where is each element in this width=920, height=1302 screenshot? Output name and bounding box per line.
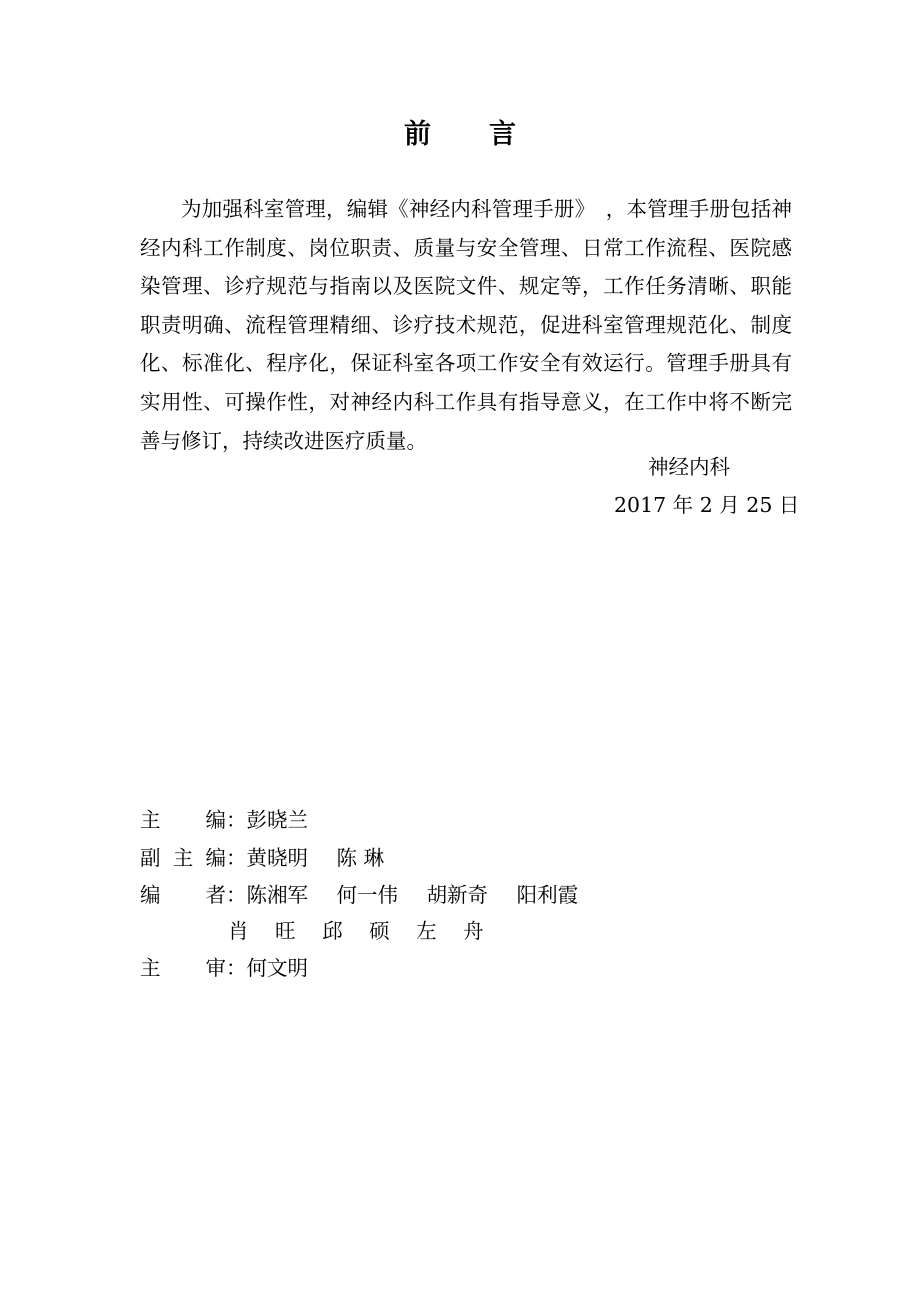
- editors-row-2: [228, 916, 504, 946]
- reviewer-row: [140, 953, 328, 983]
- editors-names-row-2: [228, 916, 504, 946]
- title-char-2: 言: [489, 119, 516, 150]
- editor-name: 肖: [228, 919, 249, 943]
- chief-editor-row: [140, 805, 328, 835]
- editors-row: [140, 880, 600, 910]
- colon: ：: [226, 883, 247, 907]
- deputy-editor-name: 陈 琳: [336, 846, 385, 870]
- colon: ：: [226, 846, 247, 870]
- chief-editor-names: [247, 805, 329, 835]
- editor-name: 陈湘军: [246, 883, 308, 907]
- deputy-editor-label: 副主编: [140, 846, 226, 870]
- editor-name: 阳利霞: [516, 883, 579, 907]
- title-char-1: 前: [404, 119, 431, 150]
- editor-name: 舟: [463, 919, 484, 943]
- reviewer-label: 主审: [140, 956, 226, 980]
- editor-name: 左: [416, 919, 437, 943]
- editor-name: 胡新奇: [426, 883, 489, 907]
- editor-name: 旺: [275, 919, 296, 943]
- chief-editor-name: 彭晓兰: [246, 808, 308, 832]
- chief-editor-label: 主编: [140, 808, 226, 832]
- editor-name: 硕: [369, 919, 390, 943]
- colon: ：: [226, 808, 247, 832]
- editors-label: 编者: [140, 883, 226, 907]
- deputy-editor-names: [247, 843, 407, 873]
- reviewer-names: [247, 953, 329, 983]
- reviewer-name: 何文明: [246, 956, 308, 980]
- deputy-editor-name: 黄晓明: [246, 846, 308, 870]
- signature-date: 2017 年 2 月 25 日: [614, 493, 800, 517]
- page-title: [0, 112, 920, 151]
- editor-name: 何一伟: [336, 883, 399, 907]
- editor-name: 邱: [322, 919, 343, 943]
- colon: ：: [226, 956, 247, 980]
- preface-body: 为加强科室管理，编辑《神经内科管理手册》 ，本管理手册包括神经内科工作制度、岗位职责、质量与安全管理、日常工作流程、医院感染管理、诊疗规范与指南以及医院文件、规定等，工作任务清晰、职能职责明确、流程管理精细、诊疗技术规范，促进科室管理规范化、制度化、标准化、程序化，保证科室各项工作安全有效运行。管理手册具有实用性、可操作性，对神经内科工作具有指导意义，在工作中将不断完善与修订，持续改进医疗质量。: [140, 197, 792, 453]
- signature-department: 神经内科: [648, 455, 730, 479]
- editors-names-row-1: [247, 880, 601, 910]
- deputy-editor-row: [140, 843, 406, 873]
